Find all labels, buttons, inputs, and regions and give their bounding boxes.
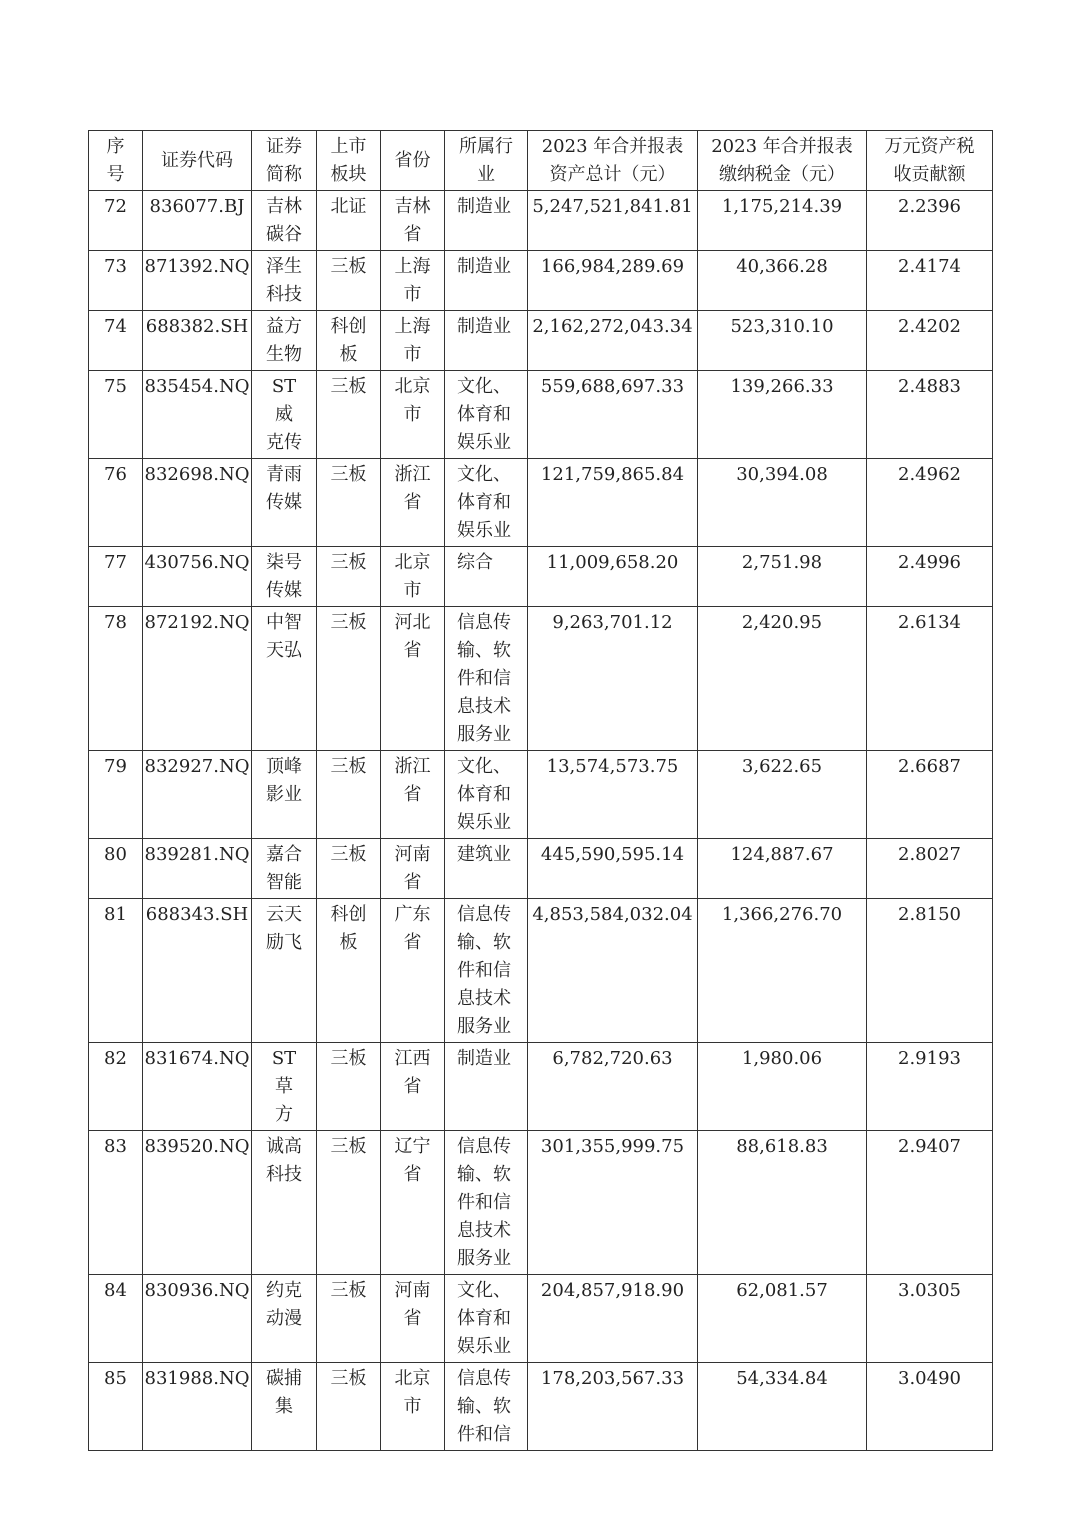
listing-board-text: 三板 [330, 756, 367, 777]
industry-text: 制造业 [457, 316, 511, 337]
listing-board-text: 三板 [330, 1136, 367, 1157]
security-code-text: 872192.NQ [144, 612, 250, 633]
total-assets-text: 4,853,584,032.04 [532, 904, 693, 925]
tax-paid-text: 2,420.95 [741, 612, 823, 633]
industry-cell [445, 839, 528, 899]
security-name-text: 约克 动漫 [266, 1280, 302, 1329]
tax-paid-cell [698, 751, 867, 839]
tax-per-10k-assets-cell [867, 191, 993, 251]
total-assets-text: 9,263,701.12 [552, 612, 673, 633]
security-name-cell [252, 251, 317, 311]
province-cell [381, 1363, 445, 1451]
security-code-cell [143, 1043, 252, 1131]
listing-board-cell [317, 251, 381, 311]
total-assets-text: 5,247,521,841.81 [532, 196, 693, 217]
total-assets-cell [528, 311, 698, 371]
listing-board-cell [317, 191, 381, 251]
province-cell [381, 459, 445, 547]
row-number-text: 72 [104, 196, 127, 217]
tax-per-10k-assets-text: 2.2396 [898, 196, 961, 217]
province-cell [381, 839, 445, 899]
security-name-cell [252, 751, 317, 839]
header-cell: 2023 年合并报表 资产总计（元） [528, 131, 698, 191]
industry-cell [445, 371, 528, 459]
security-code-cell [143, 1275, 252, 1363]
listing-board-text: 三板 [330, 376, 367, 397]
province-text: 河南 省 [394, 844, 431, 893]
province-cell [381, 607, 445, 751]
listing-board-text: 北证 [330, 196, 367, 217]
province-cell [381, 1275, 445, 1363]
province-text: 北京 市 [394, 1368, 431, 1417]
tax-paid-cell [698, 607, 867, 751]
table-row [89, 311, 993, 371]
tax-paid-cell [698, 899, 867, 1043]
table-row [89, 547, 993, 607]
tax-per-10k-assets-cell [867, 311, 993, 371]
security-name-cell [252, 1043, 317, 1131]
total-assets-cell [528, 607, 698, 751]
row-number-text: 75 [104, 376, 127, 397]
row-number-text: 80 [104, 844, 127, 865]
security-code-text: 839281.NQ [144, 844, 250, 865]
row-number-text: 83 [104, 1136, 127, 1157]
province-cell [381, 899, 445, 1043]
row-number-text: 78 [104, 612, 127, 633]
security-name-cell [252, 1131, 317, 1275]
row-number-cell [89, 1131, 143, 1275]
row-number-cell [89, 311, 143, 371]
total-assets-text: 559,688,697.33 [540, 376, 685, 397]
tax-paid-cell [698, 1275, 867, 1363]
header-cell: 万元资产税 收贡献额 [867, 131, 993, 191]
security-code-text: 836077.BJ [149, 196, 245, 217]
tax-paid-text: 88,618.83 [736, 1136, 828, 1157]
security-code-cell [143, 251, 252, 311]
security-code-text: 831988.NQ [144, 1368, 250, 1389]
industry-cell [445, 1043, 528, 1131]
province-text: 广东 省 [394, 904, 431, 953]
table-row [89, 191, 993, 251]
security-name-text: ST 草 方 [271, 1048, 297, 1125]
industry-text: 信息传 输、软 件和信 息技术 服务业 [457, 1136, 511, 1269]
table-row [89, 839, 993, 899]
tax-per-10k-assets-text: 2.9407 [898, 1136, 961, 1157]
tax-paid-cell [698, 191, 867, 251]
industry-text: 制造业 [457, 1048, 511, 1069]
tax-per-10k-assets-cell [867, 1275, 993, 1363]
security-name-text: ST 威 克传 [266, 376, 302, 453]
row-number-text: 73 [104, 256, 127, 277]
province-cell [381, 191, 445, 251]
industry-cell [445, 1131, 528, 1275]
row-number-cell [89, 1043, 143, 1131]
header-row [89, 131, 993, 191]
tax-per-10k-assets-cell [867, 371, 993, 459]
tax-per-10k-assets-text: 2.4883 [898, 376, 961, 397]
total-assets-cell [528, 839, 698, 899]
total-assets-text: 445,590,595.14 [540, 844, 685, 865]
industry-cell [445, 607, 528, 751]
security-code-text: 832698.NQ [144, 464, 250, 485]
row-number-cell [89, 547, 143, 607]
security-name-cell [252, 191, 317, 251]
tax-paid-cell [698, 547, 867, 607]
security-name-cell [252, 371, 317, 459]
total-assets-text: 11,009,658.20 [546, 552, 679, 573]
row-number-cell [89, 191, 143, 251]
tax-paid-text: 1,366,276.70 [721, 904, 843, 925]
security-code-text: 688382.SH [145, 316, 249, 337]
industry-text: 文化、 体育和 娱乐业 [457, 376, 511, 453]
security-name-text: 青雨 传媒 [266, 464, 302, 513]
industry-cell [445, 251, 528, 311]
security-code-cell [143, 839, 252, 899]
tax-per-10k-assets-text: 2.8027 [898, 844, 961, 865]
security-code-cell [143, 459, 252, 547]
tax-paid-text: 30,394.08 [736, 464, 828, 485]
industry-text: 文化、 体育和 娱乐业 [457, 756, 511, 833]
listing-board-cell [317, 751, 381, 839]
table-row [89, 1043, 993, 1131]
tax-per-10k-assets-cell [867, 899, 993, 1043]
province-text: 浙江 省 [394, 756, 431, 805]
row-number-cell [89, 459, 143, 547]
total-assets-text: 166,984,289.69 [540, 256, 685, 277]
security-name-text: 嘉合 智能 [266, 844, 302, 893]
row-number-cell [89, 899, 143, 1043]
province-text: 北京 市 [394, 376, 431, 425]
security-code-cell [143, 371, 252, 459]
tax-paid-cell [698, 251, 867, 311]
industry-text: 综合 [457, 552, 493, 573]
province-text: 上海 市 [394, 256, 431, 305]
security-code-cell [143, 547, 252, 607]
tax-per-10k-assets-cell [867, 839, 993, 899]
tax-paid-text: 40,366.28 [736, 256, 828, 277]
total-assets-cell [528, 899, 698, 1043]
security-code-cell [143, 191, 252, 251]
row-number-cell [89, 1363, 143, 1451]
province-cell [381, 751, 445, 839]
listing-board-text: 三板 [330, 552, 367, 573]
tax-per-10k-assets-cell [867, 1131, 993, 1275]
tax-per-10k-assets-text: 3.0490 [898, 1368, 961, 1389]
listing-board-text: 三板 [330, 612, 367, 633]
tax-contribution-table [88, 130, 993, 1451]
row-number-text: 74 [104, 316, 127, 337]
security-name-text: 中智 天弘 [266, 612, 302, 661]
security-name-cell [252, 839, 317, 899]
security-code-text: 831674.NQ [144, 1048, 250, 1069]
tax-paid-text: 523,310.10 [730, 316, 834, 337]
industry-cell [445, 1363, 528, 1451]
tax-per-10k-assets-text: 2.9193 [898, 1048, 961, 1069]
listing-board-text: 科创 板 [330, 904, 367, 953]
security-code-text: 871392.NQ [144, 256, 250, 277]
province-cell [381, 251, 445, 311]
tax-paid-cell [698, 839, 867, 899]
security-name-text: 碳捕 集 [266, 1368, 302, 1417]
header-cell: 证券代码 [143, 131, 252, 191]
security-name-text: 柒号 传媒 [266, 552, 302, 601]
listing-board-text: 三板 [330, 1368, 367, 1389]
row-number-text: 82 [104, 1048, 127, 1069]
industry-cell [445, 311, 528, 371]
tax-per-10k-assets-cell [867, 251, 993, 311]
security-name-cell [252, 1363, 317, 1451]
province-text: 上海 市 [394, 316, 431, 365]
row-number-cell [89, 607, 143, 751]
listing-board-cell [317, 1043, 381, 1131]
table-row [89, 251, 993, 311]
security-name-text: 诚高 科技 [266, 1136, 302, 1185]
row-number-text: 81 [104, 904, 127, 925]
total-assets-text: 204,857,918.90 [540, 1280, 685, 1301]
table-row [89, 371, 993, 459]
security-name-text: 吉林 碳谷 [266, 196, 302, 245]
province-text: 北京 市 [394, 552, 431, 601]
row-number-text: 79 [104, 756, 127, 777]
row-number-cell [89, 839, 143, 899]
row-number-text: 85 [104, 1368, 127, 1389]
tax-per-10k-assets-text: 2.4174 [898, 256, 961, 277]
total-assets-cell [528, 1131, 698, 1275]
total-assets-cell [528, 1043, 698, 1131]
tax-per-10k-assets-text: 2.6134 [898, 612, 961, 633]
header-cell: 省份 [381, 131, 445, 191]
tax-paid-cell [698, 1131, 867, 1275]
table-row [89, 751, 993, 839]
tax-paid-text: 3,622.65 [741, 756, 823, 777]
listing-board-cell [317, 1363, 381, 1451]
security-name-cell [252, 607, 317, 751]
listing-board-text: 三板 [330, 464, 367, 485]
listing-board-cell [317, 371, 381, 459]
tax-per-10k-assets-text: 2.4202 [898, 316, 961, 337]
security-name-cell [252, 1275, 317, 1363]
listing-board-cell [317, 1131, 381, 1275]
industry-text: 信息传 输、软 件和信 息技术 服务业 [457, 612, 511, 745]
listing-board-cell [317, 459, 381, 547]
security-code-cell [143, 607, 252, 751]
row-number-text: 76 [104, 464, 127, 485]
tax-paid-text: 62,081.57 [736, 1280, 828, 1301]
listing-board-text: 三板 [330, 1280, 367, 1301]
tax-per-10k-assets-text: 2.4996 [898, 552, 961, 573]
industry-text: 制造业 [457, 196, 511, 217]
province-text: 河南 省 [394, 1280, 431, 1329]
province-cell [381, 1043, 445, 1131]
province-text: 吉林 省 [394, 196, 431, 245]
total-assets-cell [528, 751, 698, 839]
province-cell [381, 371, 445, 459]
total-assets-cell [528, 459, 698, 547]
header-cell: 2023 年合并报表 缴纳税金（元） [698, 131, 867, 191]
security-code-cell [143, 311, 252, 371]
total-assets-cell [528, 371, 698, 459]
listing-board-text: 科创 板 [330, 316, 367, 365]
tax-per-10k-assets-cell [867, 1043, 993, 1131]
industry-text: 制造业 [457, 256, 511, 277]
listing-board-text: 三板 [330, 1048, 367, 1069]
listing-board-cell [317, 607, 381, 751]
tax-paid-cell [698, 371, 867, 459]
tax-per-10k-assets-cell [867, 547, 993, 607]
row-number-text: 84 [104, 1280, 127, 1301]
industry-text: 文化、 体育和 娱乐业 [457, 1280, 511, 1357]
industry-text: 建筑业 [457, 844, 511, 865]
listing-board-cell [317, 311, 381, 371]
security-code-cell [143, 899, 252, 1043]
tax-per-10k-assets-text: 3.0305 [898, 1280, 961, 1301]
security-code-text: 832927.NQ [144, 756, 250, 777]
header-cell: 上市 板块 [317, 131, 381, 191]
tax-paid-cell [698, 459, 867, 547]
header-cell: 序 号 [89, 131, 143, 191]
total-assets-text: 178,203,567.33 [540, 1368, 685, 1389]
security-name-cell [252, 459, 317, 547]
total-assets-text: 301,355,999.75 [540, 1136, 685, 1157]
security-name-cell [252, 547, 317, 607]
industry-cell [445, 899, 528, 1043]
industry-cell [445, 191, 528, 251]
security-code-cell [143, 1363, 252, 1451]
total-assets-text: 13,574,573.75 [546, 756, 679, 777]
table-row [89, 459, 993, 547]
tax-paid-text: 1,175,214.39 [721, 196, 843, 217]
total-assets-cell [528, 1363, 698, 1451]
security-name-text: 益方 生物 [266, 316, 302, 365]
industry-text: 文化、 体育和 娱乐业 [457, 464, 511, 541]
header-cell: 所属行 业 [445, 131, 528, 191]
row-number-cell [89, 371, 143, 459]
table-row [89, 1275, 993, 1363]
province-text: 浙江 省 [394, 464, 431, 513]
security-name-text: 泽生 科技 [266, 256, 302, 305]
tax-per-10k-assets-cell [867, 607, 993, 751]
tax-paid-text: 1,980.06 [741, 1048, 823, 1069]
listing-board-cell [317, 1275, 381, 1363]
total-assets-cell [528, 547, 698, 607]
province-text: 江西 省 [394, 1048, 431, 1097]
tax-paid-cell [698, 1043, 867, 1131]
security-code-cell [143, 751, 252, 839]
total-assets-cell [528, 191, 698, 251]
industry-cell [445, 547, 528, 607]
security-code-text: 839520.NQ [144, 1136, 250, 1157]
security-name-cell [252, 311, 317, 371]
security-name-cell [252, 899, 317, 1043]
security-code-cell [143, 1131, 252, 1275]
industry-cell [445, 1275, 528, 1363]
listing-board-cell [317, 899, 381, 1043]
total-assets-cell [528, 1275, 698, 1363]
tax-per-10k-assets-cell [867, 751, 993, 839]
total-assets-text: 2,162,272,043.34 [532, 316, 693, 337]
province-text: 辽宁 省 [394, 1136, 431, 1185]
industry-text: 信息传 输、软 件和信 [457, 1368, 511, 1445]
table-row [89, 607, 993, 751]
tax-paid-text: 124,887.67 [730, 844, 834, 865]
header-cell: 证券 简称 [252, 131, 317, 191]
security-code-text: 688343.SH [145, 904, 249, 925]
security-name-text: 云天 励飞 [266, 904, 302, 953]
total-assets-cell [528, 251, 698, 311]
security-code-text: 835454.NQ [144, 376, 250, 397]
province-cell [381, 1131, 445, 1275]
listing-board-cell [317, 839, 381, 899]
industry-cell [445, 459, 528, 547]
table-row [89, 1363, 993, 1451]
tax-paid-cell [698, 311, 867, 371]
tax-paid-text: 139,266.33 [730, 376, 834, 397]
security-name-text: 顶峰 影业 [266, 756, 302, 805]
province-text: 河北 省 [394, 612, 431, 661]
row-number-cell [89, 251, 143, 311]
row-number-cell [89, 1275, 143, 1363]
province-cell [381, 311, 445, 371]
tax-per-10k-assets-text: 2.6687 [898, 756, 961, 777]
tax-per-10k-assets-text: 2.4962 [898, 464, 961, 485]
security-code-text: 830936.NQ [144, 1280, 250, 1301]
table-row [89, 899, 993, 1043]
tax-per-10k-assets-cell [867, 459, 993, 547]
listing-board-text: 三板 [330, 844, 367, 865]
total-assets-text: 121,759,865.84 [540, 464, 685, 485]
table-row [89, 1131, 993, 1275]
listing-board-cell [317, 547, 381, 607]
row-number-text: 77 [104, 552, 127, 573]
industry-text: 信息传 输、软 件和信 息技术 服务业 [457, 904, 511, 1037]
listing-board-text: 三板 [330, 256, 367, 277]
tax-paid-text: 2,751.98 [741, 552, 823, 573]
tax-paid-text: 54,334.84 [736, 1368, 828, 1389]
tax-per-10k-assets-text: 2.8150 [898, 904, 961, 925]
industry-cell [445, 751, 528, 839]
security-code-text: 430756.NQ [144, 552, 250, 573]
tax-per-10k-assets-cell [867, 1363, 993, 1451]
row-number-cell [89, 751, 143, 839]
total-assets-text: 6,782,720.63 [552, 1048, 673, 1069]
province-cell [381, 547, 445, 607]
tax-paid-cell [698, 1363, 867, 1451]
